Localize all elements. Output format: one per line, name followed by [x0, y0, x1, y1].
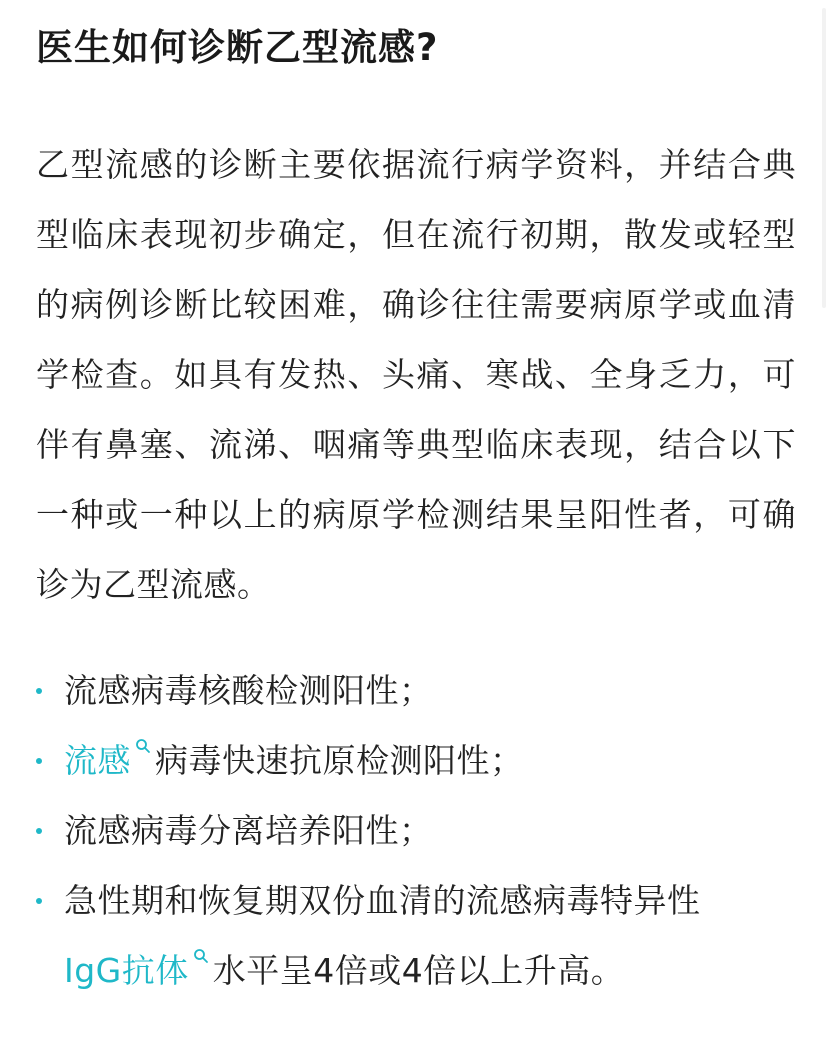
keyword-link-flu[interactable]	[64, 726, 155, 796]
search-icon	[193, 948, 209, 964]
article-title: 医生如何诊断乙型流感?	[36, 26, 439, 69]
diagnosis-list	[36, 656, 796, 1006]
article-paragraph: 乙型流感的诊断主要依据流行病学资料，并结合典型临床表现初步确定，但在流行初期，散发或轻型的病例诊断比较困难，确诊往往需要病原学或血清学检查。如具有发热、头痛、寒战、全身乏力，可伴有鼻塞、流涕、咽痛等典型临床表现，结合以下一种或一种以上的病原学检测结果呈阳性者，可确诊为乙型流感。	[36, 145, 796, 604]
article	[36, 20, 796, 1006]
keyword-link-text[interactable]: 流感	[64, 741, 131, 780]
keyword-link-igg[interactable]	[64, 936, 213, 1006]
list-item-text: 流感病毒分离培养阳性；	[64, 811, 433, 850]
bullet-dot-icon	[36, 828, 42, 834]
list-item	[36, 726, 796, 796]
bullet-dot-icon	[36, 758, 42, 764]
search-icon	[135, 738, 151, 754]
list-item-text: 病毒快速抗原检测阳性；	[155, 741, 524, 780]
list-item	[36, 866, 796, 1006]
list-item-text-after: 水平呈4倍或4倍以上升高。	[212, 951, 625, 990]
bullet-dot-icon	[36, 898, 42, 904]
list-item	[36, 796, 796, 866]
list-item-text: 流感病毒核酸检测阳性；	[64, 671, 433, 710]
scrollbar-track[interactable]	[822, 8, 826, 308]
list-item-text: 急性期和恢复期双份血清的流感病毒特异性	[64, 881, 701, 920]
list-item	[36, 656, 796, 726]
keyword-link-text[interactable]: IgG抗体	[64, 951, 189, 990]
bullet-dot-icon	[36, 688, 42, 694]
